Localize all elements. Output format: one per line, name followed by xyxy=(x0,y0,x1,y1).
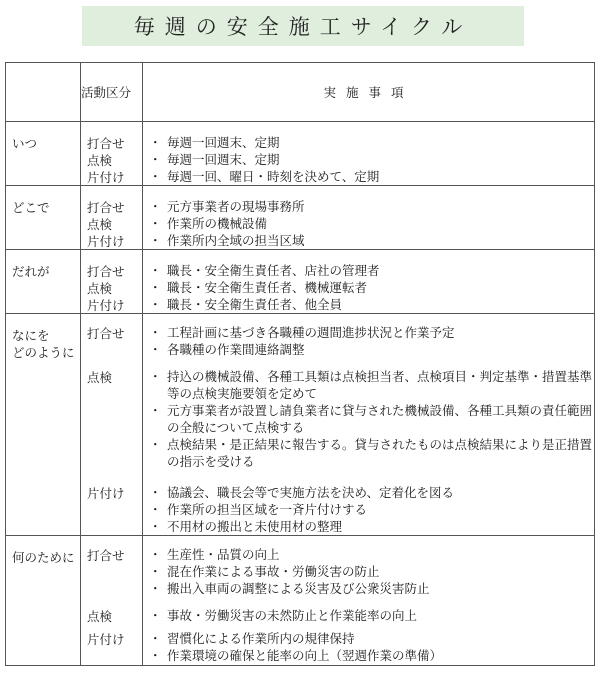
bullet-dot: ・ xyxy=(149,199,162,214)
table-row xyxy=(6,122,595,186)
item-group xyxy=(143,296,594,313)
item-text: 点検結果・是正結果に報告する。貸与されたものは点検結果により是正措置の指示を受ける xyxy=(167,437,593,469)
bullet-dot: ・ xyxy=(149,403,162,418)
item-group xyxy=(143,484,594,535)
header-blank-cell xyxy=(6,63,81,122)
items-cell xyxy=(143,314,595,536)
category-label: 打合せ xyxy=(87,547,125,563)
bullet-item xyxy=(143,232,594,249)
category-label: 片付け xyxy=(87,297,125,313)
table-row xyxy=(6,536,595,666)
category-label: 点検 xyxy=(87,280,113,296)
bullet-dot: ・ xyxy=(149,216,162,231)
bullet-item xyxy=(143,279,594,296)
row-heading: 何のために xyxy=(12,550,75,565)
bullet-dot: ・ xyxy=(149,608,162,623)
bullet-item xyxy=(143,436,594,470)
header-row xyxy=(6,63,595,122)
category-label: 片付け xyxy=(87,169,125,185)
bullet-dot: ・ xyxy=(149,437,162,452)
item-group xyxy=(143,134,594,151)
bullet-item xyxy=(143,580,594,597)
bullet-dot: ・ xyxy=(149,169,162,184)
bullet-dot: ・ xyxy=(149,564,162,579)
bullet-item xyxy=(143,198,594,215)
bullet-item xyxy=(143,563,594,580)
category-label: 点検 xyxy=(87,608,113,624)
item-text: 混在作業による事故・労働災害の防止 xyxy=(167,564,380,579)
bullet-item xyxy=(143,134,594,151)
bullet-item xyxy=(143,324,594,341)
category-label: 打合せ xyxy=(87,135,125,151)
bullet-dot: ・ xyxy=(149,369,162,384)
safety-cycle-table xyxy=(5,62,595,666)
category-label: 片付け xyxy=(87,233,125,249)
category-label: 打合せ xyxy=(87,325,125,341)
header-items: 実施事項 xyxy=(143,63,595,122)
row-heading-cell xyxy=(6,186,81,250)
row-heading: いつ xyxy=(12,136,38,151)
item-group xyxy=(143,262,594,279)
bullet-dot: ・ xyxy=(149,547,162,562)
bullet-item xyxy=(143,402,594,436)
item-group xyxy=(143,232,594,249)
item-text: 作業所内全域の担当区域 xyxy=(167,233,305,248)
item-text: 不用材の搬出と未使用材の整理 xyxy=(167,519,343,534)
item-text: 作業環境の確保と能率の向上（翌週作業の準備） xyxy=(167,648,443,663)
item-group xyxy=(143,368,594,470)
bullet-dot: ・ xyxy=(149,297,162,312)
header-category: 活動区分 xyxy=(81,63,143,122)
item-text: 習慣化による作業所内の規律保持 xyxy=(167,631,355,646)
item-text: 毎週一回週末、定期 xyxy=(167,135,280,150)
category-label: 打合せ xyxy=(87,263,125,279)
item-text: 毎週一回週末、定期 xyxy=(167,152,280,167)
row-heading-cell xyxy=(6,250,81,314)
page-title: 毎週の安全施工サイクル xyxy=(82,6,524,46)
items-cell xyxy=(143,186,595,250)
bullet-item xyxy=(143,518,594,535)
bullet-item xyxy=(143,341,594,358)
item-group xyxy=(143,279,594,296)
item-group xyxy=(143,546,594,597)
bullet-item xyxy=(143,215,594,232)
row-heading: だれが xyxy=(12,264,50,279)
bullet-item xyxy=(143,368,594,402)
table-row xyxy=(6,314,595,536)
bullet-item xyxy=(143,647,594,664)
item-text: 作業所の担当区域を一斉片付けする xyxy=(167,502,368,517)
category-label: 点検 xyxy=(87,369,113,385)
item-text: 各職種の作業間連絡調整 xyxy=(167,342,305,357)
item-group xyxy=(143,151,594,168)
item-group xyxy=(143,324,594,358)
items-cell xyxy=(143,122,595,186)
bullet-dot: ・ xyxy=(149,631,162,646)
row-heading-cell xyxy=(6,314,81,536)
category-cell xyxy=(81,250,143,314)
item-group xyxy=(143,630,594,664)
bullet-dot: ・ xyxy=(149,233,162,248)
item-text: 事故・労働災害の未然防止と作業能率の向上 xyxy=(167,608,418,623)
items-cell xyxy=(143,536,595,666)
item-text: 元方事業者が設置し請負業者に貸与された機械設備、各種工具類の責任範囲の全般について点検する xyxy=(167,403,593,435)
items-cell xyxy=(143,250,595,314)
table-row xyxy=(6,186,595,250)
bullet-dot: ・ xyxy=(149,648,162,663)
item-text: 工程計画に基づき各職種の週間進捗状況と作業予定 xyxy=(167,325,455,340)
item-text: 毎週一回、曜日・時刻を決めて、定期 xyxy=(167,169,380,184)
item-text: 搬出入車両の調整による災害及び公衆災害防止 xyxy=(167,581,430,596)
bullet-item xyxy=(143,607,594,624)
row-heading-cell xyxy=(6,122,81,186)
item-group xyxy=(143,607,594,624)
bullet-item xyxy=(143,484,594,501)
bullet-dot: ・ xyxy=(149,519,162,534)
category-label: 点検 xyxy=(87,152,113,168)
bullet-item xyxy=(143,546,594,563)
category-cell xyxy=(81,122,143,186)
bullet-item xyxy=(143,630,594,647)
bullet-dot: ・ xyxy=(149,152,162,167)
category-cell xyxy=(81,536,143,666)
item-text: 持込の機械設備、各種工具類は点検担当者、点検項目・判定基準・措置基準等の点検実施要領を定めて xyxy=(167,369,593,401)
item-text: 協議会、職長会等で実施方法を決め、定着化を図る xyxy=(167,485,455,500)
category-cell xyxy=(81,314,143,536)
category-cell xyxy=(81,186,143,250)
bullet-dot: ・ xyxy=(149,342,162,357)
item-group xyxy=(143,168,594,185)
bullet-dot: ・ xyxy=(149,263,162,278)
item-text: 作業所の機械設備 xyxy=(167,216,268,231)
item-text: 生産性・品質の向上 xyxy=(167,547,280,562)
bullet-item xyxy=(143,262,594,279)
category-label: 打合せ xyxy=(87,199,125,215)
row-heading: なにを xyxy=(12,328,50,343)
item-text: 職長・安全衛生責任者、機械運転者 xyxy=(167,280,368,295)
bullet-item xyxy=(143,168,594,185)
bullet-item xyxy=(143,501,594,518)
item-text: 職長・安全衛生責任者、店社の管理者 xyxy=(167,263,380,278)
bullet-dot: ・ xyxy=(149,485,162,500)
bullet-item xyxy=(143,151,594,168)
row-heading: どこで xyxy=(12,200,50,215)
item-text: 元方事業者の現場事務所 xyxy=(167,199,305,214)
item-text: 職長・安全衛生責任者、他全員 xyxy=(167,297,343,312)
bullet-dot: ・ xyxy=(149,502,162,517)
bullet-dot: ・ xyxy=(149,135,162,150)
category-label: 片付け xyxy=(87,485,125,501)
item-group xyxy=(143,215,594,232)
table-row xyxy=(6,250,595,314)
bullet-dot: ・ xyxy=(149,280,162,295)
category-label: 片付け xyxy=(87,631,125,647)
category-label: 点検 xyxy=(87,216,113,232)
bullet-dot: ・ xyxy=(149,325,162,340)
row-heading-cell xyxy=(6,536,81,666)
item-group xyxy=(143,198,594,215)
row-heading: どのように xyxy=(12,345,75,360)
bullet-item xyxy=(143,296,594,313)
bullet-dot: ・ xyxy=(149,581,162,596)
